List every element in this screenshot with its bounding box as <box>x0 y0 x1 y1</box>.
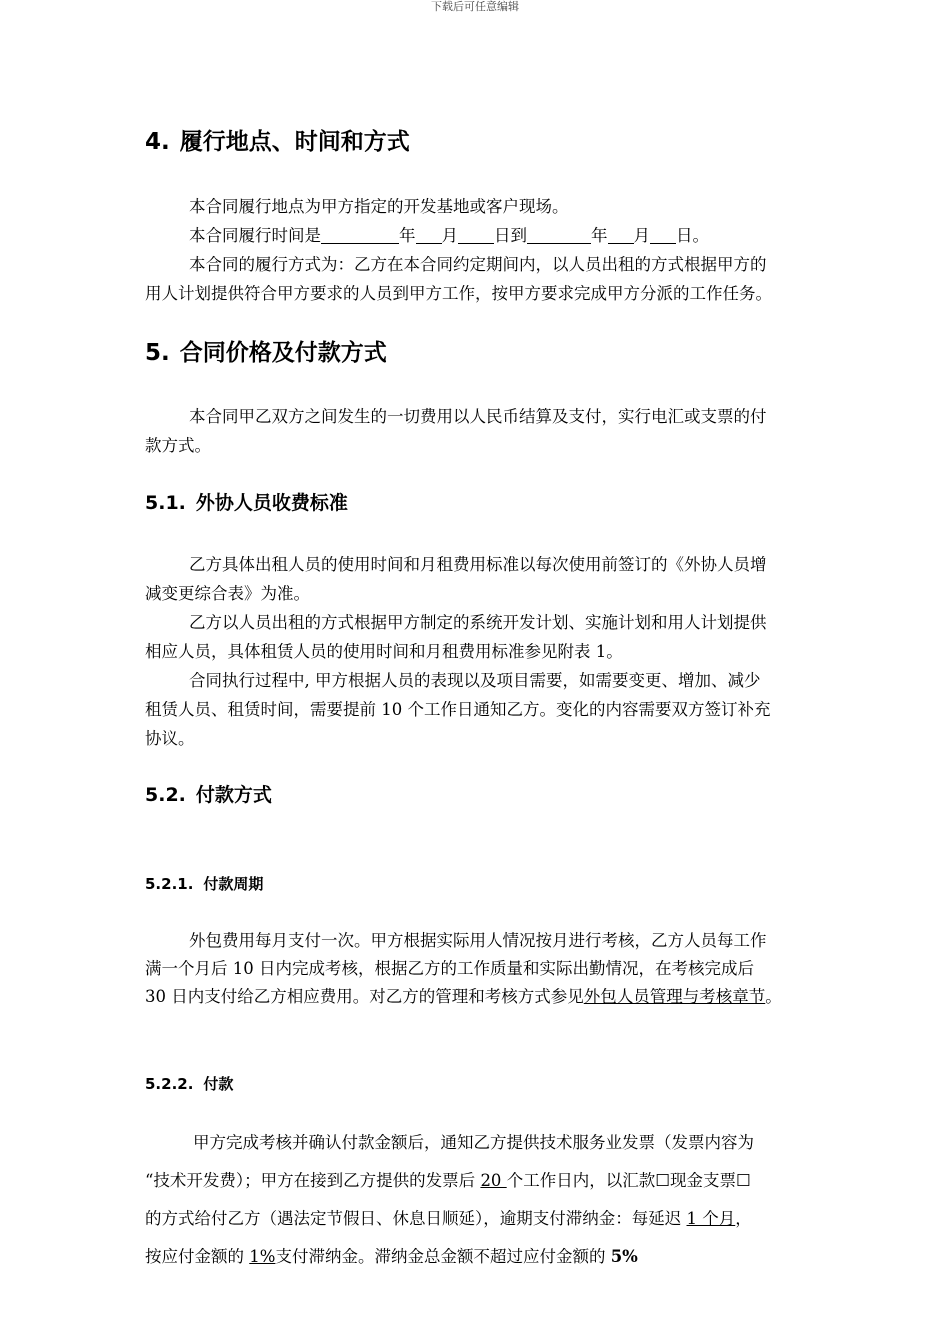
late-fee-cap-value: 5% <box>610 1247 638 1266</box>
section-number: 5.2. <box>145 784 186 806</box>
blank-month-start <box>416 225 442 244</box>
paragraph-line: 甲方完成考核并确认付款金额后，通知乙方提供技术服务业发票（发票内容为 <box>193 1133 754 1152</box>
paragraph-line: 按应付金额的 1%支付滞纳金。滞纳金总金额不超过应付金额的 5% <box>145 1247 638 1266</box>
blank-day-end <box>650 225 676 244</box>
section-4-body <box>145 192 865 308</box>
paragraph-line: 减变更综合表》为准。 <box>145 584 310 603</box>
section-4-heading <box>145 127 410 157</box>
paragraph-line: 外包费用每月支付一次。甲方根据实际用人情况按月进行考核，乙方人员每工作 <box>189 931 767 950</box>
payment-days-value: 20 <box>480 1171 507 1190</box>
paragraph-line: 租赁人员、租赁时间，需要提前 10 个工作日通知乙方。变化的内容需要双方签订补充 <box>145 700 771 719</box>
section-title: 履行地点、时间和方式 <box>179 129 410 155</box>
paragraph-time: 本合同履行时间是 年 月 日到 年 月 日。 <box>189 226 709 245</box>
section-number: 5.1. <box>145 492 186 514</box>
paragraph-line: 乙方以人员出租的方式根据甲方制定的系统开发计划、实施计划和用人计划提供 <box>189 613 767 632</box>
paragraph-method-line-2: 用人计划提供符合甲方要求的人员到甲方工作，按甲方要求完成甲方分派的工作任务。 <box>145 284 772 303</box>
section-5-2-2-body <box>145 1124 865 1276</box>
paragraph-line: 30 日内支付给乙方相应费用。对乙方的管理和考核方式参见外包人员管理与考核章节。 <box>145 987 782 1006</box>
paragraph-line: 的方式给付乙方（遇法定节假日、休息日顺延），逾期支付滞纳金：每延迟 1 个月， <box>145 1209 752 1228</box>
paragraph-line: “技术开发费）；甲方在接到乙方提供的发票后 20 个工作日内，以汇款☐现金支票☐ <box>145 1171 751 1190</box>
paragraph-line: 协议。 <box>145 729 195 748</box>
blank-year-start <box>321 225 399 244</box>
section-number: 5. <box>145 340 170 366</box>
section-5-2-2-heading <box>145 1073 233 1095</box>
section-5-2-1-heading <box>145 873 263 895</box>
blank-year-end <box>527 225 591 244</box>
section-5-2-1-body <box>145 927 865 1011</box>
paragraph-line: 相应人员，具体租赁人员的使用时间和月租费用标准参见附表 1。 <box>145 642 623 661</box>
section-number: 5.2.2. <box>145 1075 194 1093</box>
section-number: 5.2.1. <box>145 875 194 893</box>
management-chapter-link[interactable]: 外包人员管理与考核章节 <box>583 987 766 1006</box>
section-5-body <box>145 402 865 460</box>
section-5-heading <box>145 338 387 368</box>
paragraph-location: 本合同履行地点为甲方指定的开发基地或客户现场。 <box>189 197 569 216</box>
section-5-1-heading <box>145 490 348 516</box>
header-note: 下载后可任意编辑 <box>431 0 519 13</box>
section-5-2-heading <box>145 782 272 808</box>
section-title: 付款 <box>203 1075 234 1093</box>
section-number: 4. <box>145 129 170 155</box>
section-5-1-body <box>145 550 865 753</box>
blank-month-end <box>608 225 634 244</box>
paragraph-method-line-1: 本合同的履行方式为：乙方在本合同约定期间内，以人员出租的方式根据甲方的 <box>189 255 767 274</box>
late-fee-rate-value: 1% <box>249 1247 276 1266</box>
paragraph-line: 乙方具体出租人员的使用时间和月租费用标准以每次使用前签订的《外协人员增 <box>189 555 767 574</box>
section-title: 付款方式 <box>195 784 272 806</box>
paragraph-line: 满一个月后 10 日内完成考核，根据乙方的工作质量和实际出勤情况，在考核完成后 <box>145 959 754 978</box>
delay-period-value: 1 个月 <box>686 1209 736 1228</box>
paragraph-line: 本合同甲乙双方之间发生的一切费用以人民币结算及支付，实行电汇或支票的付 <box>189 407 767 426</box>
section-title: 付款周期 <box>203 875 264 893</box>
section-title: 合同价格及付款方式 <box>179 340 387 366</box>
section-title: 外协人员收费标准 <box>195 492 348 514</box>
paragraph-line: 款方式。 <box>145 436 211 455</box>
paragraph-line: 合同执行过程中, 甲方根据人员的表现以及项目需要，如需要变更、增加、减少 <box>189 671 761 690</box>
blank-day-start <box>458 225 494 244</box>
